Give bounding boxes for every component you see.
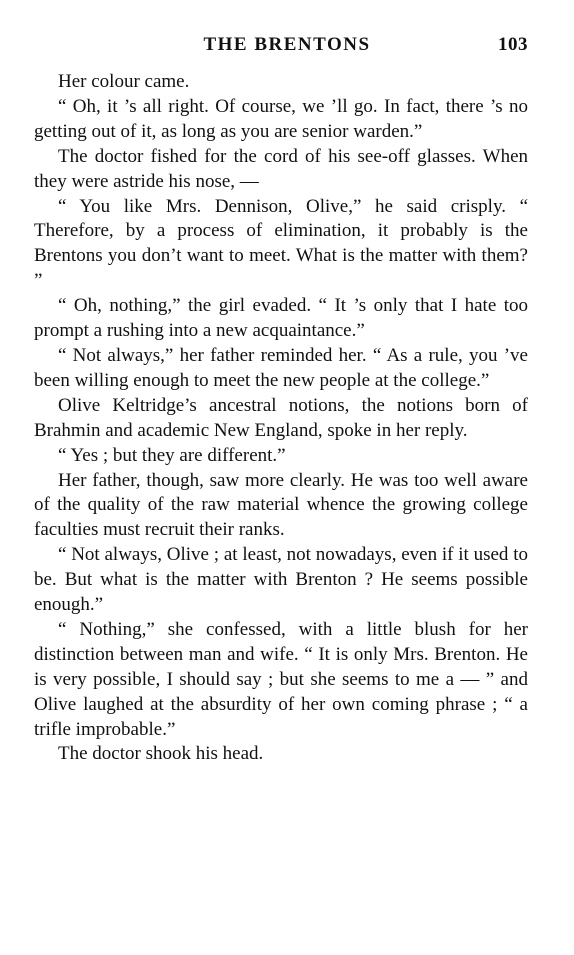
paragraph: The doctor shook his head. — [58, 743, 264, 765]
paragraph: “ Yes ; but they are different.” — [58, 444, 286, 466]
page-number: 103 — [498, 34, 528, 55]
paragraph: The doctor fished for the cord of his see-off glasses. When they were astride his nose, — — [34, 145, 528, 192]
paragraph: “ Not always,” her father reminded her. “ As a rule, you ’ve been willing enough to meet the new people at the college.” — [34, 344, 528, 391]
paragraph: Olive Keltridge’s ancestral notions, the notions born of Brahmin and academic New England, spoke in her reply. — [34, 394, 528, 441]
page-header — [34, 34, 528, 62]
paragraph: “ Oh, nothing,” the girl evaded. “ It ’s only that I hate too prompt a rushing into a new acquaintance.” — [34, 295, 528, 342]
paragraph: “ Nothing,” she confessed, with a little blush for her distinction between man and wife. “ It is only Mrs. Brenton. He is very possible, I should say ; but she seems to me a — ” and Olive laughed at the absurdity of her own coming phrase ; “ a trifle improbable.” — [34, 618, 528, 740]
running-title: THE BRENTONS — [203, 34, 371, 55]
paragraph: “ You like Mrs. Dennison, Olive,” he said crisply. “ Therefore, by a process of elimination, it probably is the Brentons you don’t want to meet. What is the matter with them? ” — [34, 195, 528, 292]
paragraph: “ Not always, Olive ; at least, not nowadays, even if it used to be. But what is the matter with Brenton ? He seems possible enough.” — [34, 544, 528, 616]
paragraph: Her colour came. — [58, 71, 190, 92]
paragraph: Her father, though, saw more clearly. He was too well aware of the quality of the raw material whence the growing college faculties must recruit their ranks. — [34, 469, 528, 541]
body-text — [34, 70, 528, 767]
paragraph: “ Oh, it ’s all right. Of course, we ’ll go. In fact, there ’s no getting out of it, as long as you are senior warden.” — [34, 95, 528, 142]
